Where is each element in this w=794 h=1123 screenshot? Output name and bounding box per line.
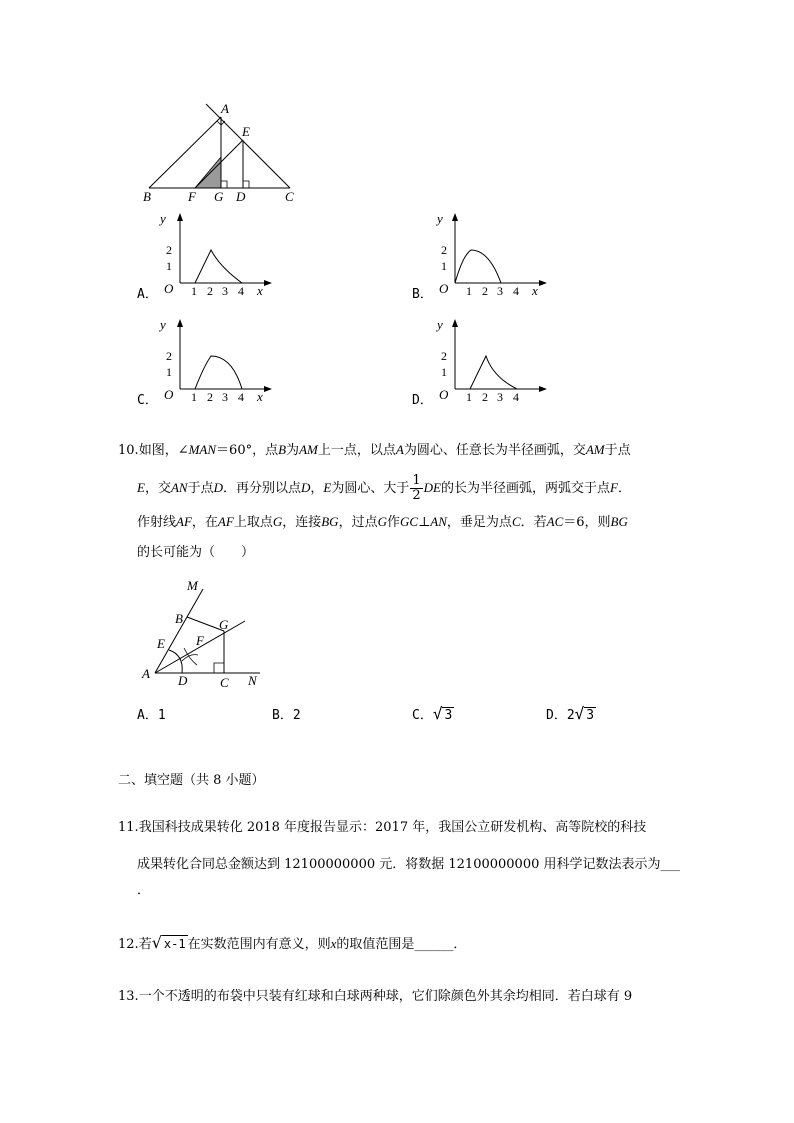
y-tick-1: 1 — [441, 259, 447, 273]
y-tick-2: 2 — [441, 349, 447, 363]
q13-line-1: 13.一个不透明的布袋中只装有红球和白球两种球，它们除颜色外其余均相同．若白球有 9 — [118, 989, 633, 1004]
q10-option-c[interactable]: C．√ 3 — [412, 704, 453, 723]
q10-line-4: 的长可能为（ ） — [137, 545, 255, 560]
point-C: C — [285, 189, 294, 204]
right-angle-G — [221, 181, 227, 188]
q10-number: 10. — [118, 443, 139, 458]
sqrt-symbol: √ — [151, 933, 162, 952]
q9-option-b-label[interactable]: B． — [412, 287, 433, 302]
point-G: G — [214, 189, 224, 204]
curve-b — [455, 250, 501, 283]
sqrt-symbol: √ — [432, 704, 443, 723]
y-tick-2: 2 — [441, 243, 447, 257]
x-tick-4: 4 — [238, 284, 244, 298]
point-A: A — [221, 101, 229, 116]
q10-option-b[interactable]: B．2 — [272, 708, 301, 723]
x-tick-3: 3 — [497, 390, 503, 404]
x-axis-label: x — [532, 283, 538, 298]
y-axis-label: y — [160, 211, 166, 226]
x-tick-3: 3 — [222, 284, 228, 298]
point-M: M — [187, 578, 198, 593]
q12-number: 12. — [118, 937, 139, 952]
right-angle-C — [214, 663, 224, 673]
x-tick-2: 2 — [482, 390, 488, 404]
point-C: C — [220, 675, 229, 690]
point-D: D — [178, 673, 188, 688]
point-N: N — [248, 673, 257, 688]
point-G: G — [219, 617, 229, 632]
q11-line-2: 成果转化合同总金额达到 12100000000 元．将数据 12100000000 用科学记数法表示为___ — [137, 857, 680, 872]
q10-angle-figure — [140, 575, 270, 690]
x-tick-4: 4 — [238, 390, 244, 404]
q10-line-3: 作射线AF，在AF上取点G，连接BG，过点G作GC⊥AN，垂足为点C．若AC＝6，则BG — [137, 514, 628, 530]
q9-option-d-label[interactable]: D． — [412, 393, 433, 408]
x-tick-4: 4 — [513, 284, 519, 298]
point-B: B — [175, 611, 183, 626]
curve-d — [470, 356, 517, 389]
x-tick-3: 3 — [222, 390, 228, 404]
y-tick-1: 1 — [166, 365, 172, 379]
point-F: F — [188, 189, 196, 204]
q9-option-a-graph[interactable] — [150, 205, 275, 300]
q10-option-a[interactable]: A．1 — [137, 708, 166, 723]
q11-line-3: ． — [137, 883, 151, 898]
point-D: D — [236, 189, 246, 204]
x-tick-3: 3 — [497, 284, 503, 298]
origin-label: O — [439, 281, 449, 296]
origin-label: O — [439, 387, 449, 402]
q9-option-b-graph[interactable] — [425, 205, 550, 300]
x-tick-2: 2 — [207, 284, 213, 298]
curve-a — [195, 250, 242, 283]
sqrt-symbol: √ — [574, 704, 585, 723]
y-axis-label: y — [160, 317, 166, 332]
q10-line-2: E，交AN于点D．再分别以点D，E为圆心、大于 $\frac{1}{2}$ DE的长为半径画弧，两弧交于点F． — [137, 473, 631, 503]
q9-triangle-figure — [140, 95, 310, 205]
q11-number: 11. — [118, 820, 139, 835]
q12-line: 12.若√ x-1 在实数范围内有意义，则x的取值范围是______． — [118, 933, 467, 952]
q13-number: 13. — [118, 989, 139, 1004]
x-tick-1: 1 — [466, 390, 472, 404]
curve-c — [195, 356, 242, 389]
point-E: E — [242, 124, 250, 139]
y-axis-label: y — [437, 211, 443, 226]
q10-line-1: 10.如图，∠MAN＝60°，点B为AM上一点，以点A为圆心、任意长为半径画弧，交AM于点 — [118, 442, 631, 458]
point-B: B — [143, 189, 151, 204]
x-tick-1: 1 — [191, 284, 197, 298]
q9-option-d-graph[interactable] — [425, 311, 550, 406]
x-axis-label: x — [257, 389, 263, 404]
point-F: F — [196, 633, 204, 648]
q10-option-d[interactable]: D．2√ 3 — [546, 704, 595, 723]
x-tick-1: 1 — [466, 284, 472, 298]
q9-option-c-graph[interactable] — [150, 311, 275, 406]
x-axis-label: x — [257, 283, 263, 298]
section-2-title: 二、填空题（共 8 小题） — [118, 773, 265, 788]
arc-f1 — [184, 648, 197, 665]
y-tick-2: 2 — [166, 243, 172, 257]
origin-label: O — [164, 281, 174, 296]
y-tick-1: 1 — [166, 259, 172, 273]
y-tick-2: 2 — [166, 349, 172, 363]
ray-AM — [155, 589, 203, 673]
point-E: E — [157, 636, 165, 651]
x-tick-1: 1 — [191, 390, 197, 404]
q9-option-c-label[interactable]: C． — [137, 393, 158, 408]
origin-label: O — [164, 387, 174, 402]
x-tick-2: 2 — [207, 390, 213, 404]
point-A: A — [142, 666, 150, 681]
right-angle-D — [243, 181, 249, 188]
y-axis-label: y — [437, 317, 443, 332]
shaded-triangle — [195, 157, 221, 188]
x-tick-4: 4 — [513, 390, 519, 404]
q11-line-1: 11.我国科技成果转化 2018 年度报告显示：2017 年，我国公立研发机构、高等院校的科技 — [118, 820, 647, 835]
y-tick-1: 1 — [441, 365, 447, 379]
q9-option-a-label[interactable]: A． — [137, 287, 158, 302]
fraction-one-half: $\frac{1}{2}$ — [412, 473, 421, 503]
x-tick-2: 2 — [482, 284, 488, 298]
